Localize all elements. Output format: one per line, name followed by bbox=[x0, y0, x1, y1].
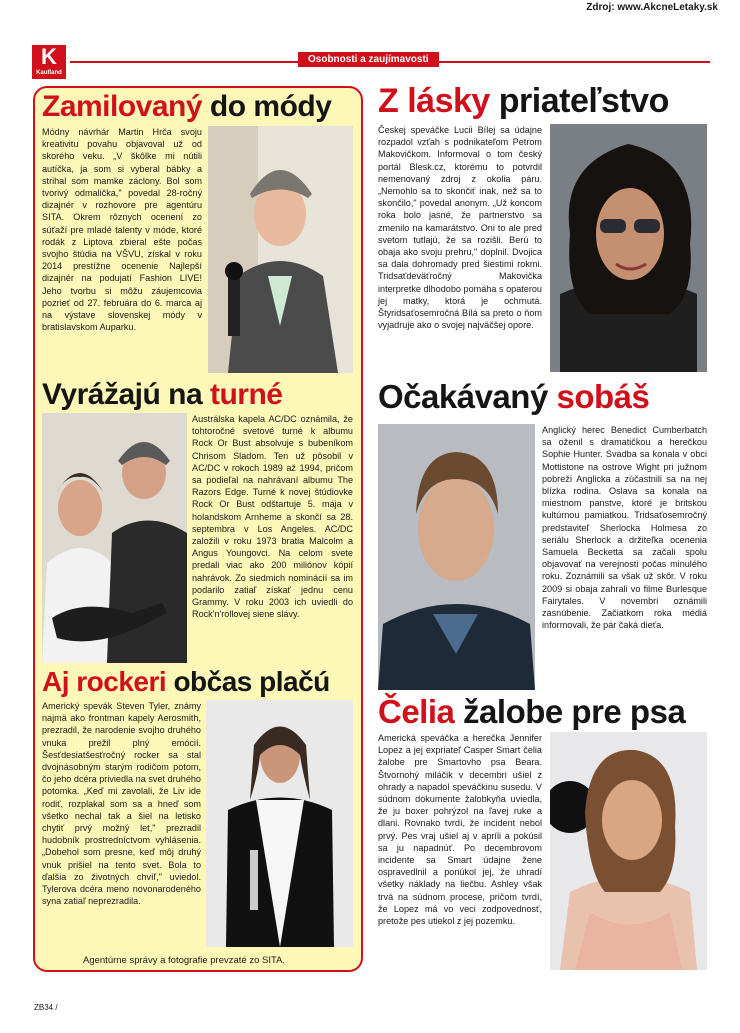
hrca-headline-black: do módy bbox=[209, 90, 332, 123]
cumberbatch-headline-black: Očakávaný bbox=[378, 378, 548, 415]
bila-headline bbox=[378, 84, 669, 118]
hrca-photo bbox=[208, 126, 353, 373]
bila-body: Českej speváčke Lucii Bílej sa údajne rozpadol vzťah s podnikateľom Petrom Makovičkom. Informoval o tom český portál Blesk.cz, ktorému to potvrdil nemenovaný zdroj z okolia páru. „Nemohlo sa to skončiť inak, než sa to skončilo," povedal anonym. „Už koncom roka bolo jasné, že partnerstvo sa zmenilo na kamarátstvo. Oni to ale pred svetom tutlajú, že sa rozišli. Berú to obaja ako svoju prehru," doplnil. Dvojica sa dala dohromady pred šiestimi rokmi. Tridsaťdeväťročný Makovička interpretke dlhodobo pomáha s opaterou jej matky, ktorá je ochrnutá. Štyridsaťosemročná Bílá sa preto o ňom vyjadruje ako o svojej najväčšej opore. bbox=[378, 125, 542, 331]
kaufland-logo bbox=[32, 45, 66, 79]
tyler-headline-red: Aj rockeri bbox=[42, 666, 167, 697]
bila-headline-black: priateľstvo bbox=[498, 82, 669, 120]
cumberbatch-headline-red: sobáš bbox=[556, 378, 650, 415]
tyler-headline-black: občas plačú bbox=[173, 666, 330, 697]
tyler-headline bbox=[42, 668, 330, 696]
tyler-photo bbox=[206, 700, 353, 947]
bila-headline-red: Z lásky bbox=[378, 82, 490, 120]
hrca-headline-red: Zamilovaný bbox=[42, 90, 203, 123]
cumberbatch-photo bbox=[378, 424, 535, 690]
cumberbatch-body: Anglický herec Benedict Cumberbatch sa oženil s dramatičkou a herečkou Sophie Hunter. Svadba sa konala v obci Mottistone na ostrove Wight pri južnom pobreží Anglicka a zúčastnili sa na nej blízka rodina. Oslava sa konala na miestnom panstve, ktoré je britskou kultúrnou pamiatkou. Tridsaťosemročný predstaviteľ Sherlocka Holmesa zo seriálu Sherlock a držiteľka ocenenia Samuela Becketta sa začali spolu objavovať na verejnosti počas minulého roku. Zoznámili sa však už skôr. V roku 2009 si obaja zahrali vo filme Burlesque Fairytales. V novembri oznámili zasnúbenie. Začiatkom roka médiá informovali, že pár čaká dieťa. bbox=[542, 425, 707, 631]
section-label: Osobnosti a zaujímavosti bbox=[298, 52, 439, 67]
lopez-body: Americká speváčka a herečka Jennifer Lopez a jej expriateľ Casper Smart čelia žalobe pre Smartovho psa Beara. Štvornohý miláčik v decembri ušiel z ohrady a napadol speváčkinu susedu. V súdnom dokumente žalobkyňa uviedla, že ju boxer pohrýzol na ľavej ruke a dlani. Rovnako tvrdí, že incident nebol prvý. Pes vraj ušiel aj v apríli a pokúsil sa ju napadnúť. Po decembrovom incidente sa Smart údajne žene ospravedlnil a ponúkol jej, že uhradí všetky náklady na liečbu. Ashley však trvá na súdnom procese, pričom tvrdí, že Lopez má vo veci zodpovednosť, pretože pes utiekol z jej pozemku. bbox=[378, 733, 542, 927]
acdc-photo bbox=[42, 413, 187, 663]
acdc-body: Austrálska kapela AC/DC oznámila, že tohtoročné svetové turné k albumu Rock Or Bust absolvuje s bubeníkom Chrisom Sladom. Ten už pôsobil v AC/DC v rokoch 1989 až 1994, pričom sa podieľal na nahrávaní albumu The Razors Edge. Turné k novej štúdiovke Rock Or Bust odštartuje 5. mája v holandskom Arnheme a skončí sa 28. septembra v Los Angeles. AC/DC založili v roku 1973 bratia Malcolm a Angus Youngovci. Na celom svete predali viac ako 200 miliónov kópií nahrávok. Zo siedmich nominácií sa im podarilo zatiaľ získať jednu cenu Grammy. V roku 2003 ich uviedli do Rock'n'rollovej siene slávy. bbox=[192, 414, 353, 620]
acdc-headline-red: turné bbox=[209, 378, 283, 411]
lopez-photo bbox=[550, 732, 707, 970]
lopez-headline-black: žalobe pre psa bbox=[463, 693, 686, 730]
lopez-headline bbox=[378, 695, 685, 728]
photo-credit: Agentúrne správy a fotografie prevzaté zo SITA. bbox=[83, 955, 286, 966]
tyler-body: Americký spevák Steven Tyler, známy najmä ako frontman kapely Aerosmith, prezradil, že narodenie svojho druhého vnuka prežil plný emócií. Šesťdesiatšesťročný rocker sa stal dvojnásobným starým rodičom potom, čo jeho dcéra priviedla na svet druhého potomka. „Keď mi zavolali, že Liv ide rodiť, rozplakal som sa a hneď som všetko nechal tak a šiel na letisko chytiť prvý možný let," prezradil hudobník prostredníctvom vyhlásenia. „Dobehol som presne, keď môj druhý vnuk prišiel na tento svet. Bola to ďalšia zo životných chvíľ," uviedol. Tylerova dcéra meno novonarodeného syna zatiaľ neprezradila. bbox=[42, 701, 201, 907]
lopez-headline-red: Čelia bbox=[378, 693, 455, 730]
hrca-body: Módny návrhár Martin Hrča svoju kreativitu povahu objavoval už od skorého veku. „V škôlke mi nútili autíčka, ja som si vyberal bábky a strihal som mamke záclony. Bol som tvorivý odmalička," povedal 28-ročný dizajnér v rozhovore pre agentúru SITA. Okrem rôznych ocenení zo súťaží pre mladé talenty v móde, ktoré rodák z Liptova zbieral ešte počas svojho štúdia na VŠVU, získal v roku 2014 prestížne ocenenie Najlepší dizajnér na podujatí Fashion LIVE! Jeho tvorbu si môžu záujemcovia pozrieť od 27. februára do 6. marca aj na výstave slovenskej módy v bratislavskom Auparku. bbox=[42, 127, 202, 333]
hrca-headline bbox=[42, 92, 331, 122]
source-label: Zdroj: www.AkcneLetaky.sk bbox=[586, 2, 718, 13]
acdc-headline-black: Vyrážajú na bbox=[42, 378, 203, 411]
bila-photo bbox=[550, 124, 707, 372]
page-number: ZB34 / bbox=[34, 1003, 58, 1012]
logo-letter: K bbox=[41, 44, 57, 69]
logo-name: Kaufland bbox=[36, 70, 62, 76]
cumberbatch-headline bbox=[378, 380, 649, 413]
acdc-headline bbox=[42, 380, 282, 410]
